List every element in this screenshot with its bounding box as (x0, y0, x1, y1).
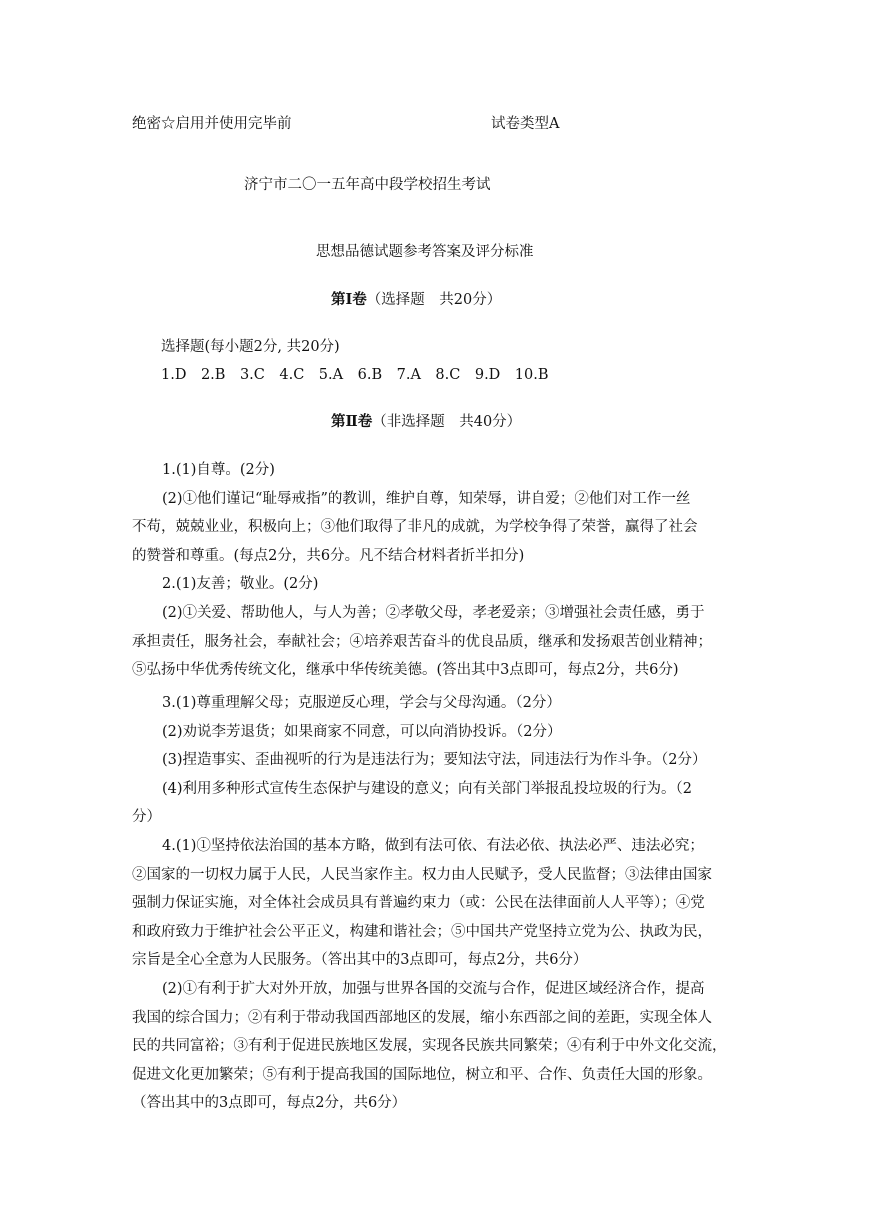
q4-line-9: 促进文化更加繁荣；⑤有利于提高我国的国际地位，树立和平、合作、负责任大国的形象。 (132, 1066, 712, 1083)
q4-line-3: 强制力保证实施，对全体社会成员具有普遍约束力（或：公民在法律面前人人平等）；④党 (132, 895, 705, 912)
choice-intro: 选择题(每小题2分, 共20分) (161, 339, 340, 355)
paper-type: 试卷类型A (491, 116, 560, 132)
q1-line-2: (2)①他们谨记“耻辱戒指”的教训，维护自尊，知荣辱，讲自爱；②他们对工作一丝 (162, 490, 691, 507)
confidential-mark: 绝密☆启用并使用完毕前 (132, 116, 292, 132)
q4-line-5: 宗旨是全心全意为人民服务。（答出其中的3点即可，每点2分，共6分） (132, 952, 588, 969)
choice-answers: 1.D 2.B 3.C 4.C 5.A 6.B 7.A 8.C 9.D 10.B (161, 367, 549, 383)
q4-line-7: 我国的综合国力；②有利于带动我国西部地区的发展，缩小东西部之间的差距，实现全体人 (132, 1009, 712, 1026)
question-3 (132, 689, 736, 1118)
part1-heading-rest: （选择题 共20分） (366, 292, 502, 308)
q4-line-2: ②国家的一切权力属于人民，人民当家作主。权力由人民赋予，受人民监督；③法律由国家 (132, 866, 712, 883)
exam-title: 济宁市二〇一五年高中段学校招生考试 (244, 177, 491, 193)
q2-line-3: 承担责任，服务社会，奉献社会；④培养艰苦奋斗的优良品质，继承和发扬艰苦创业精神； (132, 633, 712, 650)
q3-line-1: 3.(1)尊重理解父母；克服逆反心理，学会与父母沟通。（2分） (162, 695, 561, 711)
q4-line-6: (2)①有利于扩大对外开放，加强与世界各国的交流与合作，促进区域经济合作，提高 (162, 980, 705, 997)
part1-heading-bold: 第Ⅰ卷 (331, 291, 367, 308)
q2-line-2: (2)①关爱、帮助他人，与人为善；②孝敬父母，孝老爱亲；③增强社会责任感，勇于 (162, 604, 705, 621)
q3-line-2: (2)劝说李芳退货；如果商家不同意，可以向消协投诉。（2分） (162, 723, 562, 740)
part1-heading (331, 290, 501, 310)
q1-line-3: 不苟，兢兢业业，积极向上；③他们取得了非凡的成就，为学校争得了荣誉，赢得了社会 (132, 519, 698, 536)
q3-line-5: 分） (132, 809, 161, 826)
exam-subtitle: 思想品德试题参考答案及评分标准 (316, 244, 534, 260)
part2-heading-rest: （非选择题 共40分） (372, 414, 522, 430)
q2-line-1: 2.(1)友善；敬业。(2分) (162, 576, 319, 593)
q4-line-8: 民的共同富裕；③有利于促进民族地区发展，实现各民族共同繁荣；④有利于中外文化交流， (132, 1038, 727, 1055)
part2-heading (331, 412, 521, 432)
q3-line-4: (4)利用多种形式宣传生态保护与建设的意义；向有关部门举报乱投垃圾的行为。（2 (162, 780, 693, 797)
q4-line-10: （答出其中的3点即可，每点2分，共6分） (132, 1095, 407, 1112)
q3-line-3: (3)捏造事实、歪曲视听的行为是违法行为；要知法守法，同违法行为作斗争。（2分） (162, 752, 707, 769)
q1-line-1: 1.(1)自尊。(2分) (162, 462, 275, 478)
question-1 (132, 456, 736, 685)
part2-heading-bold: 第Ⅱ卷 (331, 413, 373, 430)
q2-line-4: ⑤弘扬中华优秀传统文化，继承中华传统美德。(答出其中3点即可，每点2分，共6分) (132, 662, 679, 679)
q4-line-1: 4.(1)①坚持依法治国的基本方略，做到有法可依、有法必依、执法必严、违法必究； (162, 837, 704, 854)
q4-line-4: 和政府致力于维护社会公平正义，构建和谐社会；⑤中国共产党坚持立党为公、执政为民， (132, 923, 712, 940)
q1-line-4: 的赞誉和尊重。(每点2分，共6分。凡不结合材料者折半扣分) (132, 547, 525, 564)
